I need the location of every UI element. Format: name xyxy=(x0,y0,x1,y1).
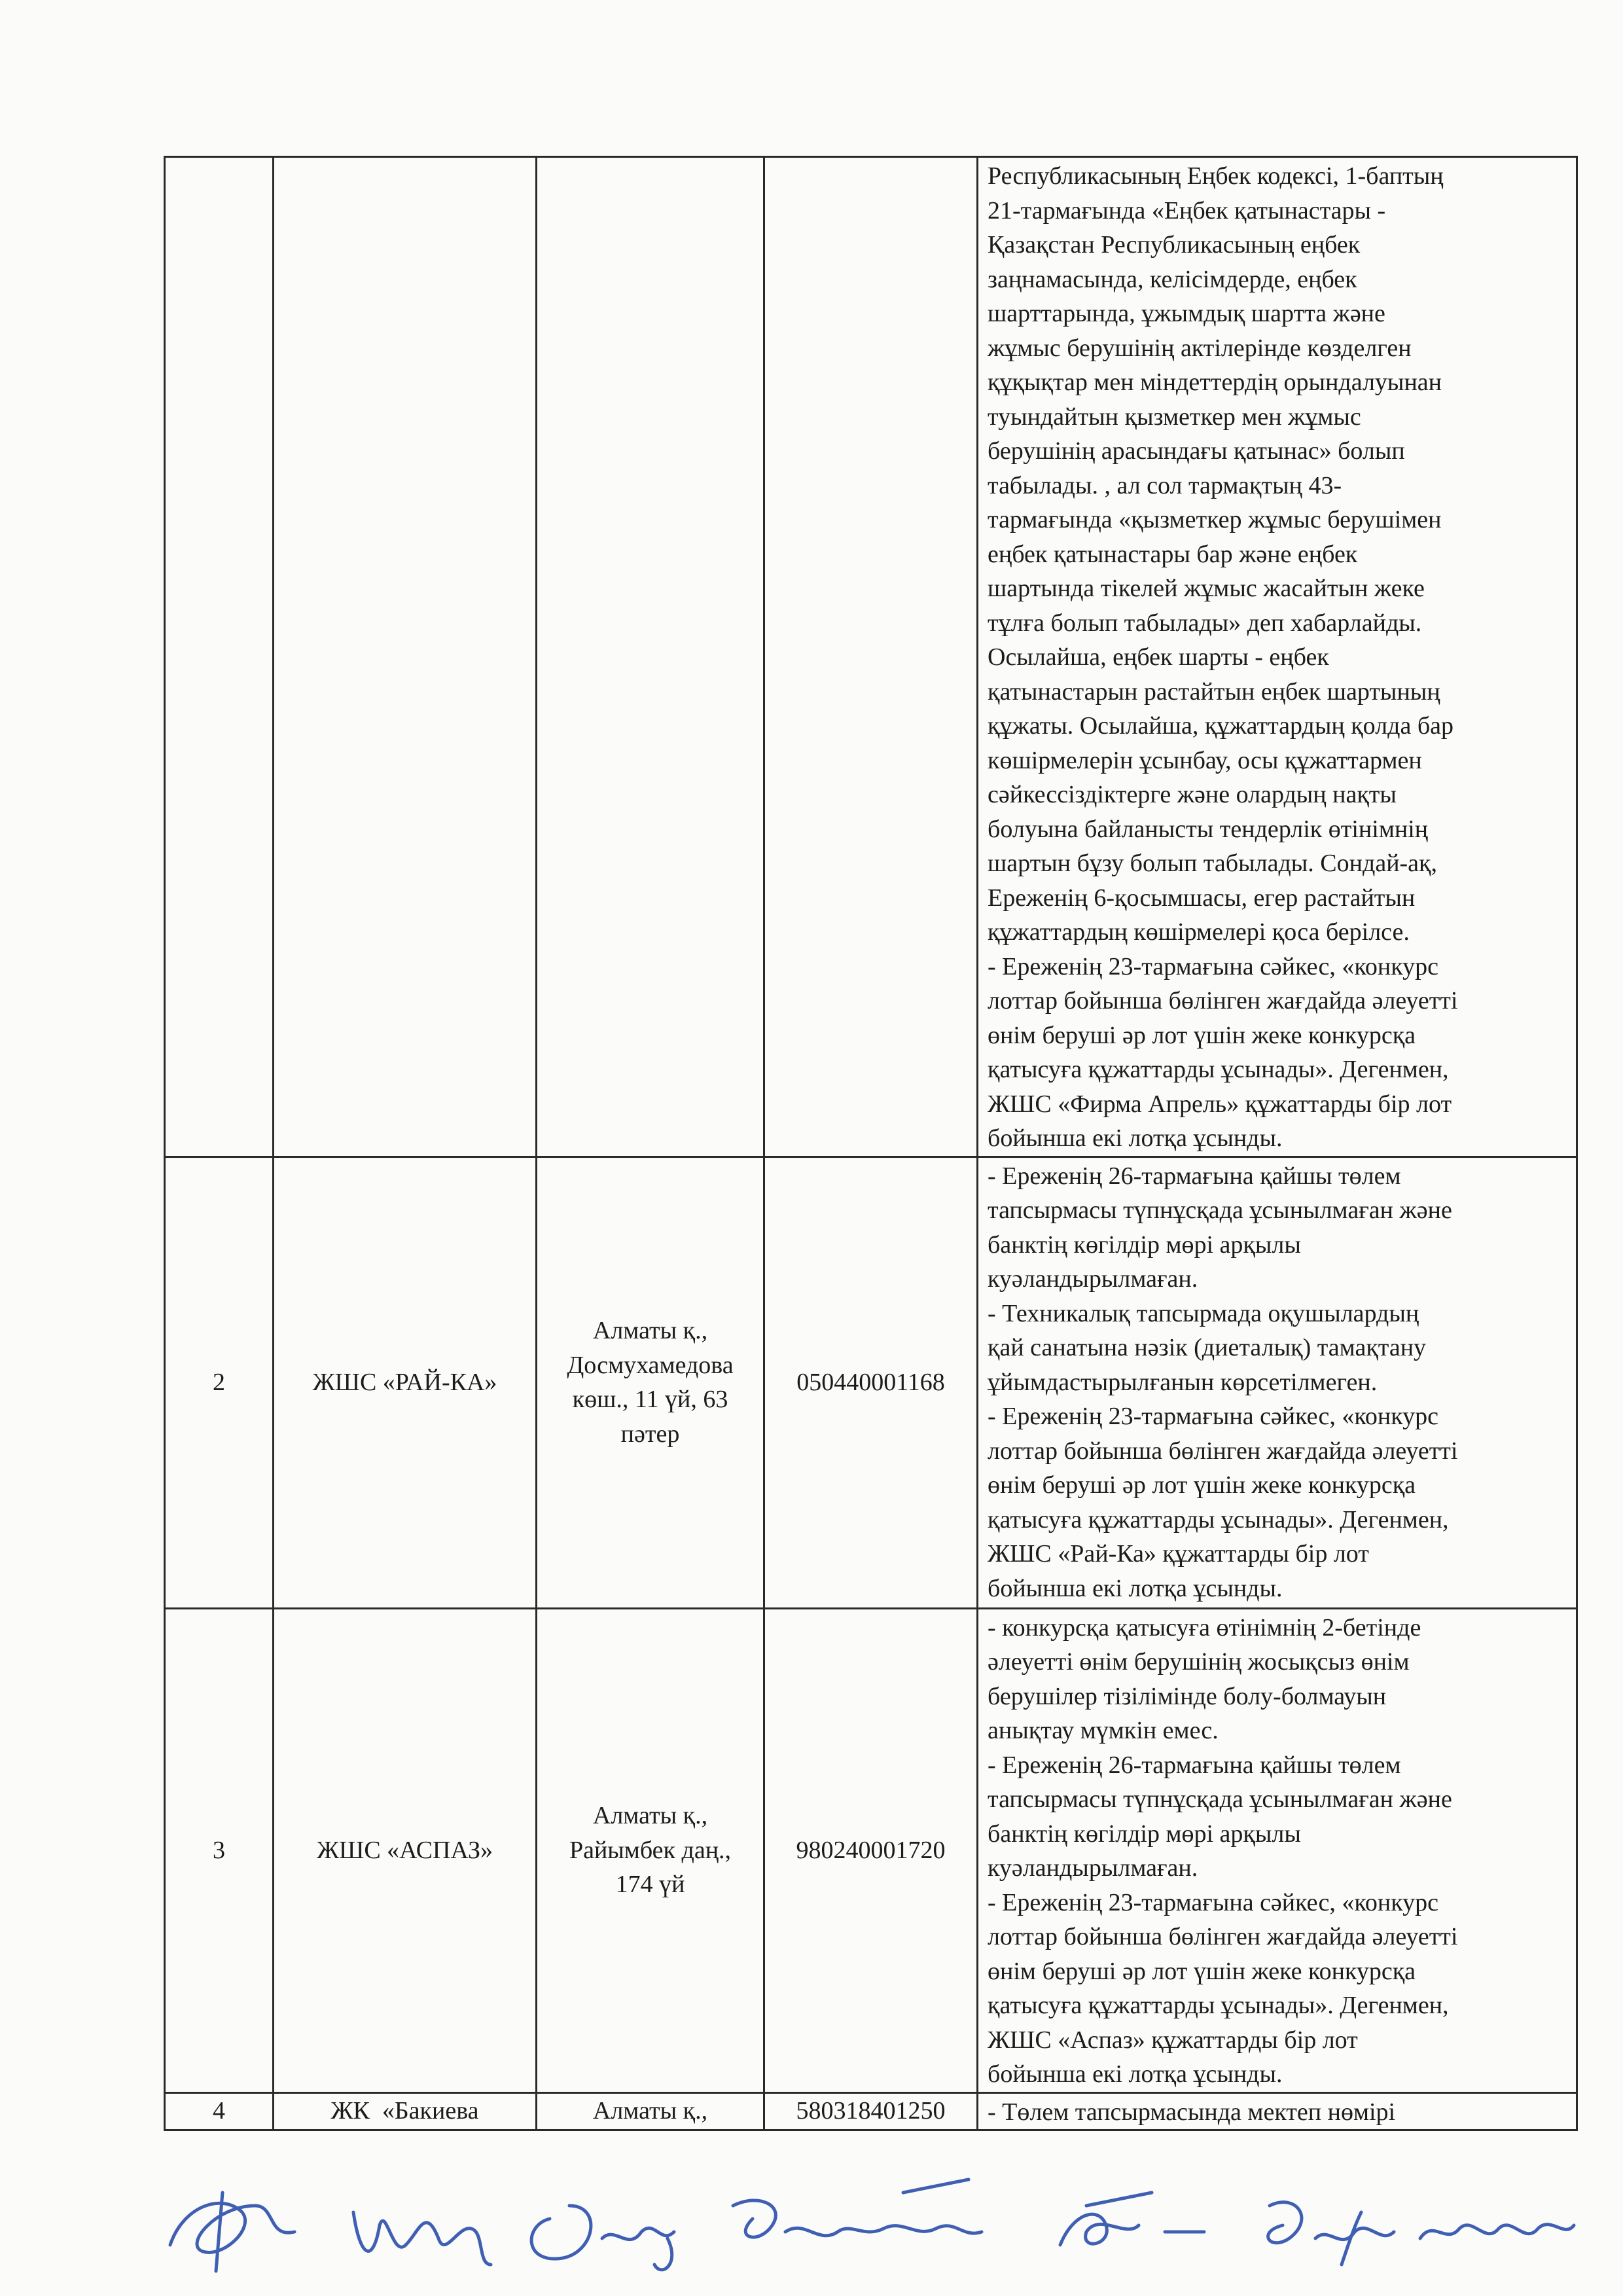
address-line: Досмухамедова xyxy=(567,1351,734,1379)
remarks-line: шартында тікелей жұмыс жасайтын жеке xyxy=(988,575,1425,602)
remarks-line: тапсырмасы түпнұсқада ұсынылмаған және xyxy=(988,1196,1452,1224)
bin-cell: 980240001720 xyxy=(764,1608,978,2092)
remarks-line: құжаттардың көшірмелері қоса берілсе. xyxy=(988,918,1410,946)
remarks-line: өнім беруші әр лот үшін жеке конкурсқа xyxy=(988,1471,1416,1499)
address-line: көш., 11 үй, 63 xyxy=(572,1386,728,1413)
remarks-line: тұлға болып табылады» деп хабарлайды. xyxy=(988,609,1422,637)
remarks-line: - Ереженің 26-тармағына қайшы төлем xyxy=(988,1162,1401,1190)
remarks-line: ұйымдастырылғанын көрсетілмеген. xyxy=(988,1368,1378,1396)
bin-cell: 580318401250 xyxy=(764,2092,978,2130)
remarks-line: туындайтын қызметкер мен жұмыс xyxy=(988,403,1361,431)
signature-7 xyxy=(1420,2225,1574,2238)
remarks-line: - Ереженің 23-тармағына сәйкес, «конкурс xyxy=(988,1888,1438,1916)
participants-table xyxy=(164,156,1578,2131)
signature-1 xyxy=(170,2193,294,2271)
remarks-line: көшірмелерін ұсынбау, осы құжаттармен xyxy=(988,746,1422,774)
remarks-line: қатысуға құжаттарды ұсынады». Дегенмен, xyxy=(988,1505,1449,1534)
remarks-line: Осылайша, еңбек шарты - еңбек xyxy=(988,643,1329,671)
remarks-cell xyxy=(978,1608,1577,2092)
remarks-line: өнім беруші әр лот үшін жеке конкурсқа xyxy=(988,1957,1416,1985)
remarks-line: - Ереженің 26-тармағына қайшы төлем xyxy=(988,1751,1401,1779)
remarks-cell xyxy=(978,2092,1577,2130)
signatures xyxy=(144,2166,1584,2278)
remarks-line: лоттар бойынша бөлінген жағдайда әлеуетті xyxy=(988,987,1458,1014)
signature-5 xyxy=(1060,2193,1204,2245)
address-line: пәтер xyxy=(620,1420,680,1448)
remarks-line: берушілер тізілімінде болу-болмауын xyxy=(988,1682,1387,1710)
remarks-line: шарттарында, ұжымдық шартта және xyxy=(988,300,1385,327)
table-row xyxy=(165,1608,1577,2092)
remarks-line: - Ереженің 23-тармағына сәйкес, «конкурс xyxy=(988,952,1438,980)
remarks-line: - конкурсқа қатысуға өтінімнің 2-бетінде xyxy=(988,1613,1421,1641)
row-number-cell: 4 xyxy=(165,2092,274,2130)
remarks-cell xyxy=(978,157,1577,1157)
remarks-line: сәйкессіздіктерге және олардың нақты xyxy=(988,781,1397,808)
remarks-line: Ереженің 6-қосымшасы, егер растайтын xyxy=(988,884,1416,912)
remarks-line: лоттар бойынша бөлінген жағдайда әлеуетті xyxy=(988,1923,1458,1950)
participant-name-cell: ЖК «Бакиева xyxy=(274,2092,537,2130)
remarks-line: лоттар бойынша бөлінген жағдайда әлеуетті xyxy=(988,1437,1458,1465)
remarks-line: бойынша екі лотқа ұсынды. xyxy=(988,1124,1283,1152)
remarks-line: банктің көгілдір мөрі арқылы xyxy=(988,1230,1301,1259)
remarks-line: еңбек қатынастары бар және еңбек xyxy=(988,540,1358,568)
remarks-line: бойынша екі лотқа ұсынды. xyxy=(988,2060,1283,2088)
address-line: Райымбек даң., xyxy=(569,1836,732,1864)
address-cell xyxy=(537,1608,764,2092)
remarks-line: куәландырылмаған. xyxy=(988,1854,1198,1882)
table-row xyxy=(165,2092,1577,2130)
remarks-line: қатынастарын растайтын еңбек шартының xyxy=(988,677,1440,706)
participant-name-cell xyxy=(274,157,537,1157)
remarks-line: құжаты. Осылайша, құжаттардың қолда бар xyxy=(988,712,1454,740)
remarks-line: болуына байланысты тендерлік өтінімнің xyxy=(988,815,1429,843)
remarks-line: банктің көгілдір мөрі арқылы xyxy=(988,1820,1301,1848)
remarks-line: шартын бұзу болып табылады. Сондай-ақ, xyxy=(988,850,1438,877)
remarks-line: табылады. , ал сол тармақтың 43- xyxy=(988,471,1342,499)
table-row xyxy=(165,157,1577,1157)
address-cell xyxy=(537,157,764,1157)
signature-6 xyxy=(1268,2202,1394,2265)
bin-cell: 050440001168 xyxy=(764,1157,978,1608)
address-line: Алматы қ., xyxy=(592,1317,708,1344)
remarks-line: тапсырмасы түпнұсқада ұсынылмаған және xyxy=(988,1785,1452,1813)
remarks-line: әлеуетті өнім берушінің жосықсыз өнім xyxy=(988,1648,1410,1676)
remarks-line: - Төлем тапсырмасында мектеп нөмірі xyxy=(988,2098,1396,2126)
address-line: 174 үй xyxy=(615,1871,685,1899)
table-row xyxy=(165,1157,1577,1608)
signature-2 xyxy=(353,2212,491,2265)
signature-3 xyxy=(531,2206,674,2270)
row-number-cell: 2 xyxy=(165,1157,274,1608)
remarks-line: анықтау мүмкін емес. xyxy=(988,1717,1219,1744)
remarks-line: құқықтар мен міндеттердің орындалуынан xyxy=(988,368,1442,396)
remarks-line: Республикасының Еңбек кодексі, 1-баптың xyxy=(988,162,1444,190)
remarks-line: куәландырылмаған. xyxy=(988,1265,1198,1293)
remarks-line: берушінің арасындағы қатынас» болып xyxy=(988,437,1405,465)
remarks-line: ЖШС «Аспаз» құжаттарды бір лот xyxy=(988,2026,1358,2054)
remarks-line: өнім беруші әр лот үшін жеке конкурсқа xyxy=(988,1021,1416,1049)
remarks-line: - Ереженің 23-тармағына сәйкес, «конкурс xyxy=(988,1403,1438,1430)
remarks-cell xyxy=(978,1157,1577,1608)
participant-name-cell: ЖШС «АСПАЗ» xyxy=(274,1608,537,2092)
remarks-line: бойынша екі лотқа ұсынды. xyxy=(988,1574,1283,1602)
remarks-line: қай санатына нәзік (диеталық) тамақтану xyxy=(988,1334,1427,1361)
remarks-line: ЖШС «Рай-Ка» құжаттарды бір лот xyxy=(988,1540,1369,1568)
address-line: Алматы қ., xyxy=(592,1802,708,1830)
remarks-line: тармағында «қызметкер жұмыс берушімен xyxy=(988,506,1442,533)
remarks-line: қатысуға құжаттарды ұсынады». Дегенмен, xyxy=(988,1056,1449,1083)
remarks-line: Қазақстан Республикасының еңбек xyxy=(988,231,1361,259)
signature-4 xyxy=(733,2179,982,2237)
row-number-cell: 3 xyxy=(165,1608,274,2092)
address-cell xyxy=(537,1157,764,1608)
bin-cell xyxy=(764,157,978,1157)
address-cell: Алматы қ., xyxy=(537,2092,764,2130)
remarks-line: жұмыс берушінің актілерінде көзделген xyxy=(988,334,1412,362)
remarks-line: заңнамасында, келісімдерде, еңбек xyxy=(988,265,1357,293)
remarks-line: қатысуға құжаттарды ұсынады». Дегенмен, xyxy=(988,1992,1449,2019)
remarks-line: - Техникалық тапсырмада оқушылардың xyxy=(988,1299,1419,1327)
remarks-line: 21-тармағында «Еңбек қатынастары - xyxy=(988,196,1386,224)
row-number-cell xyxy=(165,157,274,1157)
remarks-line: ЖШС «Фирма Апрель» құжаттарды бір лот xyxy=(988,1090,1452,1118)
participant-name-cell: ЖШС «РАЙ-КА» xyxy=(274,1157,537,1608)
